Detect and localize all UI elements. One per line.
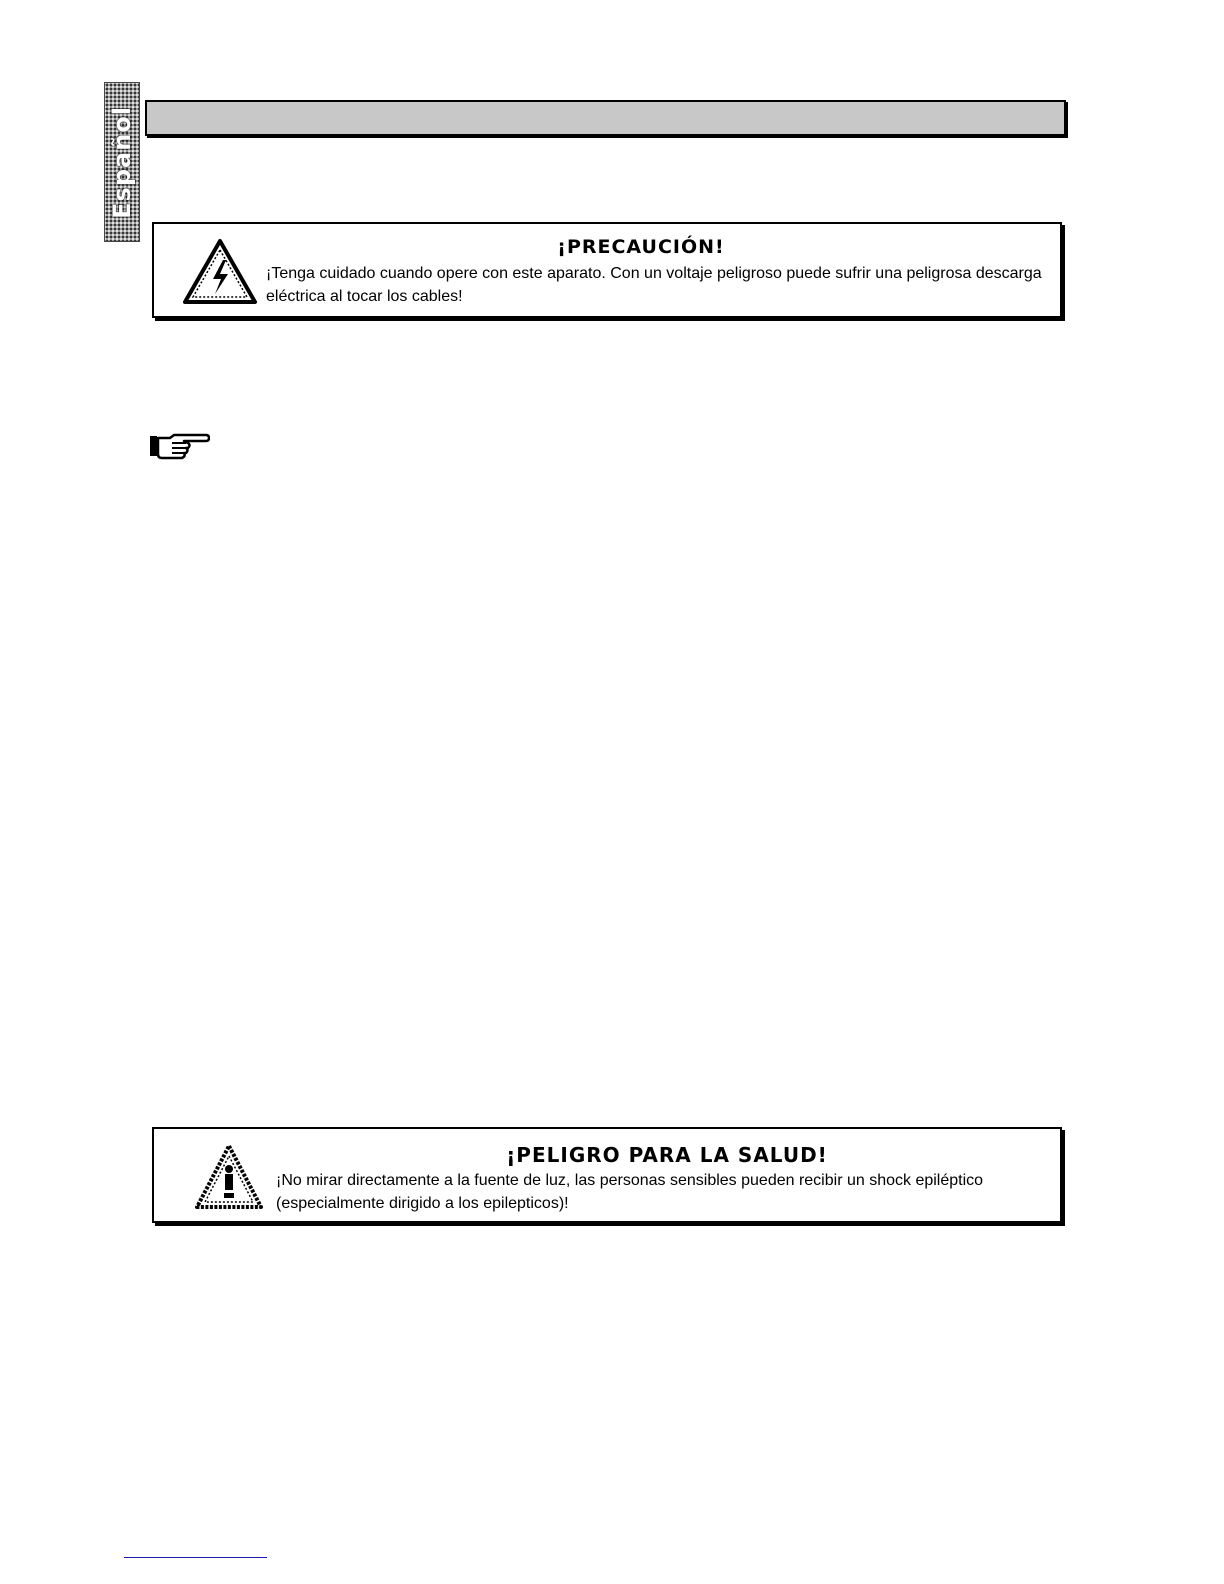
health-text: ¡No mirar directamente a la fuente de luz, las personas sensibles pueden recibir un shock epiléptico (especialmente dirigido a los epilepticos)! <box>276 1172 984 1212</box>
caution-title: ¡PRECAUCIÓN! <box>557 236 725 258</box>
caution-warning-box <box>152 222 1062 318</box>
language-side-tab <box>104 82 140 242</box>
health-title: ¡PELIGRO PARA LA SALUD! <box>506 1143 828 1167</box>
section-header-bar <box>145 100 1066 136</box>
pointing-hand-icon <box>148 432 210 460</box>
health-warning-box <box>152 1127 1062 1223</box>
footnote-separator-line <box>124 1557 267 1558</box>
caution-text: ¡Tenga cuidado cuando opere con este aparato. Con un voltaje peligroso puede sufrir una peligrosa descarga eléctrica al tocar los cables! <box>266 265 1042 305</box>
language-tab-label: Español <box>108 105 136 219</box>
